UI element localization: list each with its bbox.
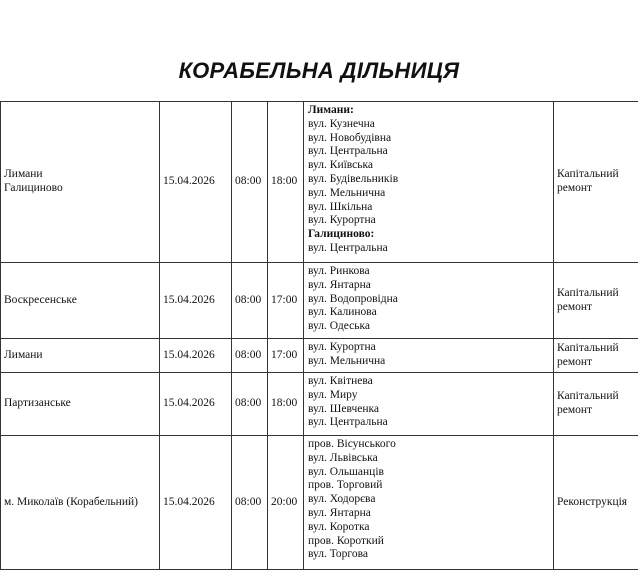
table-row [1,102,638,263]
settlement-name: Лимани [4,348,43,361]
street-name: вул. Центральна [308,145,388,158]
date-cell: 15.04.2026 [160,102,232,263]
street-name: вул. Курортна [308,214,376,227]
street-name: вул. Центральна [308,416,388,429]
streets-cell [304,263,554,339]
streets-cell [304,436,554,570]
table-body [1,102,638,570]
start-time-cell: 08:00 [232,102,268,263]
street-name: вул. Миру [308,388,358,401]
page-title: КОРАБЕЛЬНА ДІЛЬНИЦЯ [178,58,460,83]
streets-cell [304,373,554,436]
street-name: вул. Будівельників [308,172,399,185]
end-time-cell: 18:00 [268,373,304,436]
street-name: вул. Торгова [308,548,368,561]
street-name: вул. Кузнечна [308,117,375,130]
end-time-cell: 17:00 [268,339,304,373]
street-name: вул. Коротка [308,520,370,533]
settlement-name: Лимани [4,168,43,181]
end-time-cell: 18:00 [268,102,304,263]
settlement-group-header: Галициново: [308,228,375,241]
street-name: вул. Мельнична [308,354,386,367]
streets-cell [304,102,554,263]
street-name: вул. Янтарна [308,278,371,291]
table-row [1,373,638,436]
street-name: вул. Київська [308,159,374,172]
end-time-cell: 20:00 [268,436,304,570]
table-row [1,339,638,373]
streets-cell [304,339,554,373]
table-row [1,436,638,570]
work-type-cell: Капітальний ремонт [554,263,638,339]
street-name: пров. Торговий [308,479,383,492]
start-time-cell: 08:00 [232,436,268,570]
street-name: вул. Калинова [308,306,377,319]
street-name: вул. Ольшанців [308,465,384,478]
street-name: вул. Одеська [308,320,371,333]
start-time-cell: 08:00 [232,373,268,436]
date-cell: 15.04.2026 [160,373,232,436]
work-type-cell: Капітальний ремонт [554,339,638,373]
work-type-cell: Капітальний ремонт [554,102,638,263]
settlement-group-header: Лимани: [308,104,354,116]
end-time-cell: 17:00 [268,263,304,339]
date-cell: 15.04.2026 [160,263,232,339]
street-name: вул. Ходорєва [308,493,376,506]
street-name: вул. Мельнична [308,186,386,199]
start-time-cell: 08:00 [232,339,268,373]
start-time-cell: 08:00 [232,263,268,339]
settlement-name: Галициново [4,182,63,194]
street-name: вул. Шкільна [308,200,373,213]
settlement-cell [1,263,160,339]
settlement-cell [1,373,160,436]
street-name: вул. Новобудівна [308,131,392,144]
street-name: вул. Львівська [308,451,378,464]
street-name: вул. Водопровідна [308,292,398,305]
street-name: вул. Ринкова [308,265,370,277]
settlement-name: м. Миколаїв (Корабельний) [4,495,138,508]
settlement-cell [1,102,160,263]
street-name: вул. Квітнева [308,375,373,387]
settlement-name: Воскресенське [4,293,77,306]
date-cell: 15.04.2026 [160,436,232,570]
date-cell: 15.04.2026 [160,339,232,373]
street-name: вул. Курортна [308,341,376,353]
street-name: пров. Короткий [308,534,384,547]
work-type-cell: Реконструкція [554,436,638,570]
settlement-cell [1,436,160,570]
street-name: вул. Шевченка [308,402,380,415]
outage-schedule-table [0,101,638,570]
work-type-cell: Капітальний ремонт [554,373,638,436]
street-name: вул. Янтарна [308,506,371,519]
street-name: вул. Центральна [308,241,388,254]
table-row [1,263,638,339]
street-name: пров. Вісунського [308,438,396,450]
settlement-name: Партизанське [4,397,71,410]
settlement-cell [1,339,160,373]
